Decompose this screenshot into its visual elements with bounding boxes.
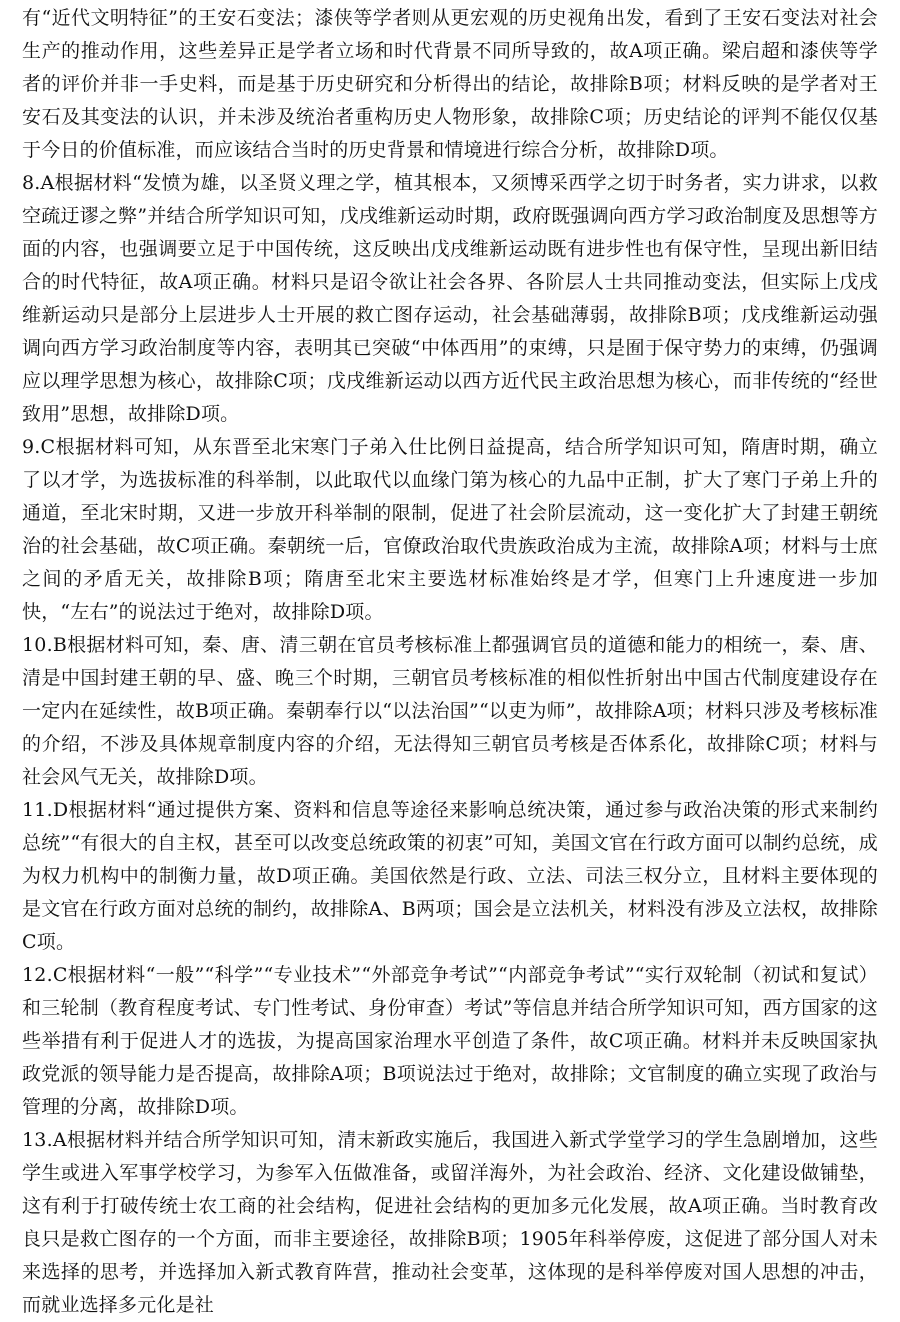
paragraph-q11: 11.D根据材料“通过提供方案、资料和信息等途径来影响总统决策，通过参与政治决策的形式来制约总统”“有很大的自主权，甚至可以改变总统政策的初衷”可知，美国文官在行政方面可以制约总统，成为权力机构中的制衡力量，故D项正确。美国依然是行政、立法、司法三权分立，且材料主要体现的是文官在行政方面对总统的制约，故排除A、B两项；国会是立法机关，材料没有涉及立法权，故排除C项。 [22, 799, 878, 953]
paragraph-q12: 12.C根据材料“一般”“科学”“专业技术”“外部竞争考试”“内部竞争考试”“实行双轮制（初试和复试）和三轮制（教育程度考试、专门性考试、身份审查）考试”等信息并结合所学知识可知，西方国家的这些举措有利于促进人才的选拔，为提高国家治理水平创造了条件，故C项正确。材料并未反映国家执政党派的领导能力是否提高，故排除A项；B项说法过于绝对，故排除；文官制度的确立实现了政治与管理的分离，故排除D项。 [22, 964, 878, 1118]
paragraph-q13: 13.A根据材料并结合所学知识可知，清末新政实施后，我国进入新式学堂学习的学生急剧增加，这些学生或进入军事学校学习，为参军入伍做准备，或留洋海外，为社会政治、经济、文化建设做铺垫，这有利于打破传统士农工商的社会结构，促进社会结构的更加多元化发展，故A项正确。当时教育改良只是救亡图存的一个方面，而非主要途径，故排除B项；1905年科举停废，这促进了部分国人对未来选择的思考，并选择加入新式教育阵营，推动社会变革，这体现的是科举停废对国人思想的冲击，而就业选择多元化是社 [22, 1129, 878, 1316]
paragraph-q9: 9.C根据材料可知，从东晋至北宋寒门子弟入仕比例日益提高，结合所学知识可知，隋唐时期，确立了以才学，为选拔标准的科举制，以此取代以血缘门第为核心的九品中正制，扩大了寒门子弟上升的通道，至北宋时期，又进一步放开科举制的限制，促进了社会阶层流动，这一变化扩大了封建王朝统治的社会基础，故C项正确。秦朝统一后，官僚政治取代贵族政治成为主流，故排除A项；材料与士庶之间的矛盾无关，故排除B项；隋唐至北宋主要选材标准始终是才学，但寒门上升速度进一步加快，“左右”的说法过于绝对，故排除D项。 [22, 436, 878, 623]
paragraph-q7-continued: 有“近代文明特征”的王安石变法；漆侠等学者则从更宏观的历史视角出发，看到了王安石变法对社会生产的推动作用，这些差异正是学者立场和时代背景不同所导致的，故A项正确。梁启超和漆侠等学者的评价并非一手史料，而是基于历史研究和分析得出的结论，故排除B项；材料反映的是学者对王安石及其变法的认识，并未涉及统治者重构历史人物形象，故排除C项；历史结论的评判不能仅仅基于今日的价值标准，而应该结合当时的历史背景和情境进行综合分析，故排除D项。 [22, 7, 878, 161]
paragraph-q10: 10.B根据材料可知，秦、唐、清三朝在官员考核标准上都强调官员的道德和能力的相统一，秦、唐、清是中国封建王朝的早、盛、晚三个时期，三朝官员考核标准的相似性折射出中国古代制度建设存在一定内在延续性，故B项正确。秦朝奉行以“以法治国”“以吏为师”，故排除A项；材料只涉及考核标准的介绍，不涉及具体规章制度内容的介绍，无法得知三朝官员考核是否体系化，故排除C项；材料与社会风气无关，故排除D项。 [22, 634, 878, 788]
paragraph-q8: 8.A根据材料“发愤为雄，以圣贤义理之学，植其根本，又须博采西学之切于时务者，实力讲求，以救空疏迂谬之弊”并结合所学知识可知，戊戌维新运动时期，政府既强调向西方学习政治制度及思想等方面的内容，也强调要立足于中国传统，这反映出戊戌维新运动既有进步性也有保守性，呈现出新旧结合的时代特征，故A项正确。材料只是诏令欲让社会各界、各阶层人士共同推动变法，但实际上戊戌维新运动只是部分上层进步人士开展的救亡图存运动，社会基础薄弱，故排除B项；戊戌维新运动强调向西方学习政治制度等内容，表明其已突破“中体西用”的束缚，只是囿于保守势力的束缚，仍强调应以理学思想为核心，故排除C项；戊戌维新运动以西方近代民主政治思想为核心，而非传统的“经世致用”思想，故排除D项。 [22, 172, 878, 425]
